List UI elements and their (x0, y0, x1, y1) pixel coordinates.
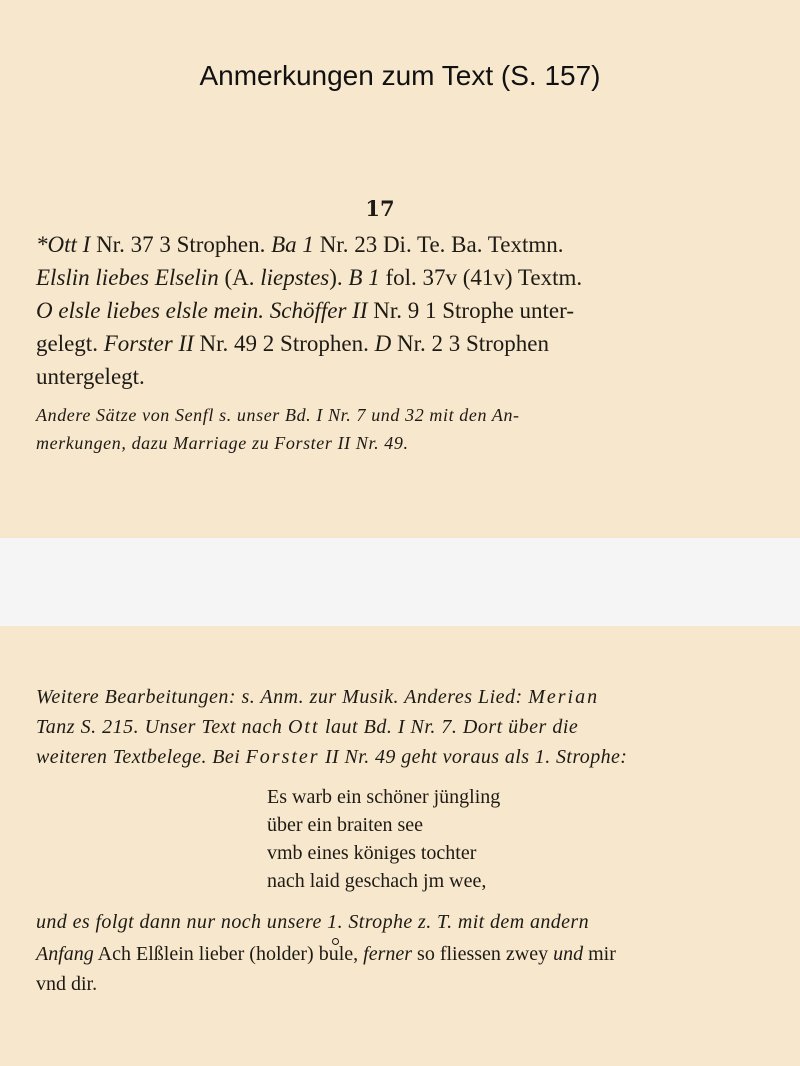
further-line-2: Tanz S. 215. Unser Text nach Ott laut Bd. I Nr. 7. Dort über die (36, 716, 579, 738)
note-number: 17 (365, 196, 395, 221)
further-line-3: weiteren Textbelege. Bei Forster II Nr. 49 geht voraus als 1. Strophe: (36, 746, 628, 768)
panel-gap (0, 538, 800, 626)
note-aside-line-1: Andere Sätze von Senfl s. unser Bd. I Nr. 7 und 32 mit den An- (36, 405, 520, 425)
note-line-3: O elsle liebes elsle mein. Schöffer II Nr. 9 1 Strophe unter- (36, 298, 574, 323)
closing-line-1: und es folgt dann nur noch unsere 1. Strophe z. T. mit dem andern (36, 911, 590, 933)
note-aside-line-2: merkungen, dazu Marriage zu Forster II Nr. 49. (36, 433, 409, 453)
note-line-4: gelegt. Forster II Nr. 49 2 Strophen. D Nr. 2 3 Strophen (36, 331, 550, 356)
verse-line-1: Es warb ein schöner jüngling (267, 786, 501, 808)
verse-line-4: nach laid geschach jm wee, (267, 870, 487, 892)
verse-line-2: über ein braiten see (267, 814, 424, 836)
verse-line-3: vmb eines königes tochter (267, 842, 477, 864)
note-line-5: untergelegt. (36, 364, 145, 389)
note-line-1: *Ott I Nr. 37 3 Strophen. Ba 1 Nr. 23 Di. Te. Ba. Textmn. (36, 232, 564, 257)
note-line-2: Elslin liebes Elselin (A. liepstes). B 1 fol. 37v (41v) Textm. (36, 265, 583, 290)
closing-line-3: vnd dir. (36, 973, 98, 995)
page-title: Anmerkungen zum Text (S. 157) (199, 60, 601, 91)
closing-line-2: Anfang Ach Elßlein lieber (holder) bule, ferner so fliessen zwey und mir (36, 943, 616, 965)
further-line-1: Weitere Bearbeitungen: s. Anm. zur Musik. Anderes Lied: Merian (36, 686, 600, 708)
